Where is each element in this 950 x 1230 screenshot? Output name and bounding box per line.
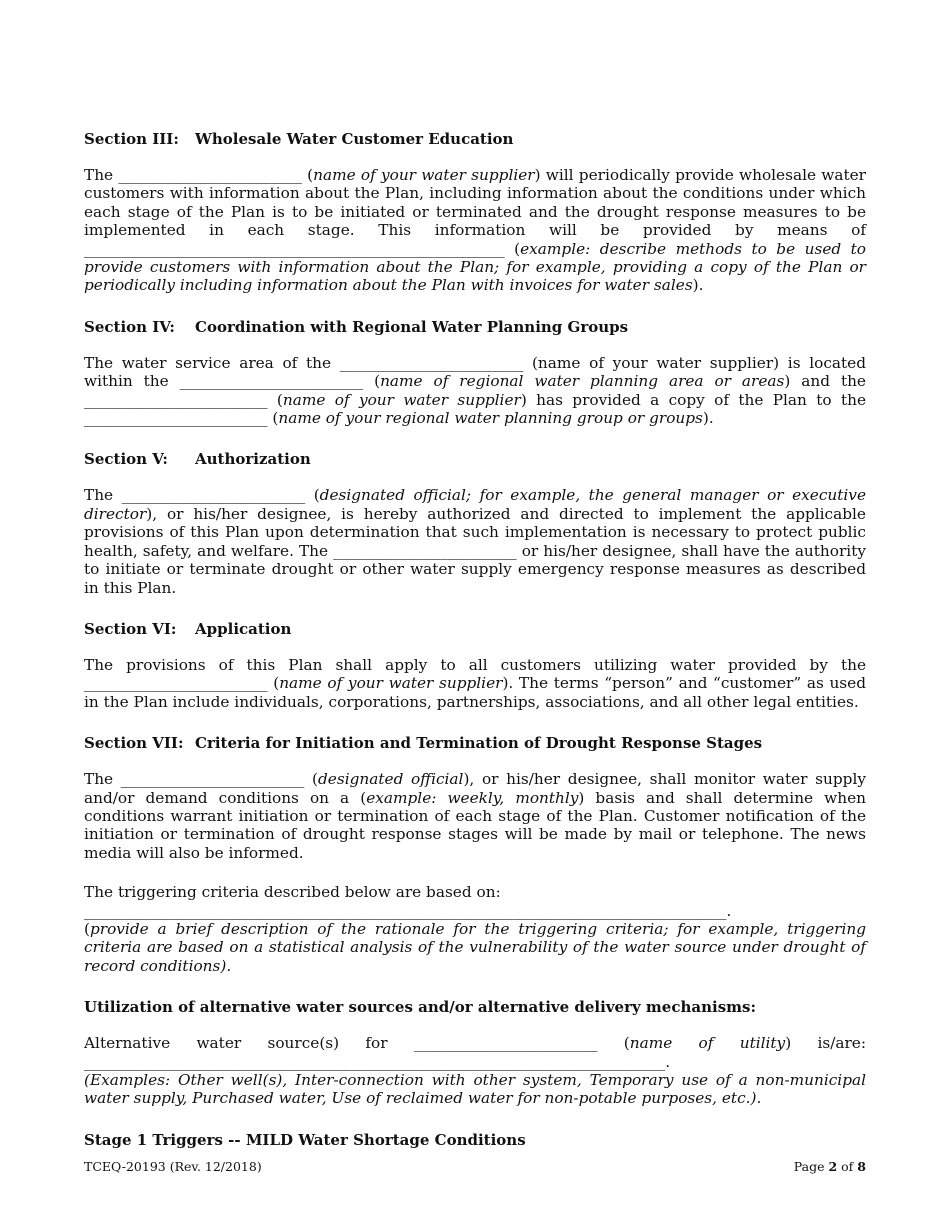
triggering-criteria-intro: The triggering criteria described below are based on: — [84, 883, 501, 902]
supplier-blank[interactable]: ________________________ — [339, 353, 524, 372]
planning-area-blank[interactable]: ________________________ — [179, 372, 364, 391]
triggering-criteria-blank[interactable]: ____________________________________________________________________________________. — [84, 901, 732, 920]
supplier-blank[interactable]: ________________________ — [84, 674, 268, 693]
supplier-blank[interactable]: ________________________ — [118, 166, 302, 184]
triggering-criteria-note: (provide a brief description of the rationale for the triggering criteria; for example, triggering criteria are based on a statistical analysis of the vulnerability of the water source under drought of record conditions). — [84, 919, 866, 975]
alternative-sources-heading: Utilization of alternative water sources and/or alternative delivery mechanisms: — [84, 998, 756, 1017]
section-3-heading: Section III: Wholesale Water Customer Education — [84, 130, 514, 148]
alternative-sources-line: Alternative water source(s) for ________________________ (name of utility) is/are: — [84, 1034, 866, 1053]
alternative-sources-examples: (Examples: Other well(s), Inter-connection with other system, Temporary use of a non-municipal water supply, Purchased water, Use of reclaimed water for non-potable purposes, etc.). — [84, 1071, 866, 1108]
official-blank[interactable]: ________________________ — [333, 541, 517, 560]
methods-blank[interactable]: _______________________________________________________ — [84, 239, 505, 258]
section-6-heading: Section VI: Application — [84, 619, 292, 638]
supplier-blank[interactable]: ________________________ — [84, 390, 268, 409]
page-footer — [84, 1159, 866, 1174]
stage-1-heading: Stage 1 Triggers -- MILD Water Shortage Conditions — [84, 1130, 526, 1149]
section-7-heading: Section VII: Criteria for Initiation and Termination of Drought Response Stages — [84, 734, 763, 753]
section-4-paragraph: The water service area of the ________________________ (name of your water supplier) is located within the ________________________ (name of regional water planning area or areas) and the ________________________ (name of your water supplier) has provided a copy of the Plan to the ________________________ (name of your regional water planning group or groups). — [84, 353, 866, 428]
section-4-heading: Section IV: Coordination with Regional Water Planning Groups — [84, 317, 629, 336]
section-6-paragraph: The provisions of this Plan shall apply to all customers utilizing water provided by the ________________________ (name of your water supplier). The terms “person” and “customer” as used in the Plan include individuals, corporations, partnerships, associations, and all other legal entities. — [84, 655, 867, 711]
planning-group-blank[interactable]: ________________________ — [84, 409, 268, 428]
official-blank[interactable]: ________________________ — [120, 770, 305, 789]
section-5-heading: Section V: Authorization — [84, 450, 311, 469]
official-blank[interactable]: ________________________ — [121, 486, 306, 505]
alternative-sources-blank[interactable]: ____________________________________________________________________________. — [84, 1052, 671, 1071]
section-3-paragraph: The ________________________ (name of your water supplier) will periodically provide wholesale water customers with information about the Plan, including information about the conditions under which each stage of the Plan is to be initiated or terminated and the drought response measures to be implemented in each stage. This information will be provided by means of _______________________________________________________ (example: describe methods to be used to provide customers with information about the Plan; for example, providing a copy of the Plan or periodically including information about the Plan with invoices for water sales). — [84, 166, 866, 295]
form-number: TCEQ-20193 (Rev. 12/2018) — [84, 1159, 262, 1174]
section-5-paragraph: The ________________________ (designated official; for example, the general manager or executive director), or his/her designee, is hereby authorized and directed to implement the applicable provisions of this Plan upon determination that such implementation is necessary to protect public health, safety, and welfare. The ________________________ or his/her designee, shall have the authority to initiate or terminate drought or other water supply emergency response measures as described in this Plan. — [84, 486, 866, 597]
section-7-paragraph: The ________________________ (designated official), or his/her designee, shall monitor water supply and/or demand conditions on a (example: weekly, monthly) basis and shall determine when conditions warrant initiation or termination of each stage of the Plan. Customer notification of the initiation or termination of drought response stages will be made by mail or telephone. The news media will also be informed. — [84, 770, 866, 862]
page-number: Page 2 of 8 — [793, 1159, 866, 1174]
utility-blank[interactable]: ________________________ — [413, 1034, 598, 1053]
